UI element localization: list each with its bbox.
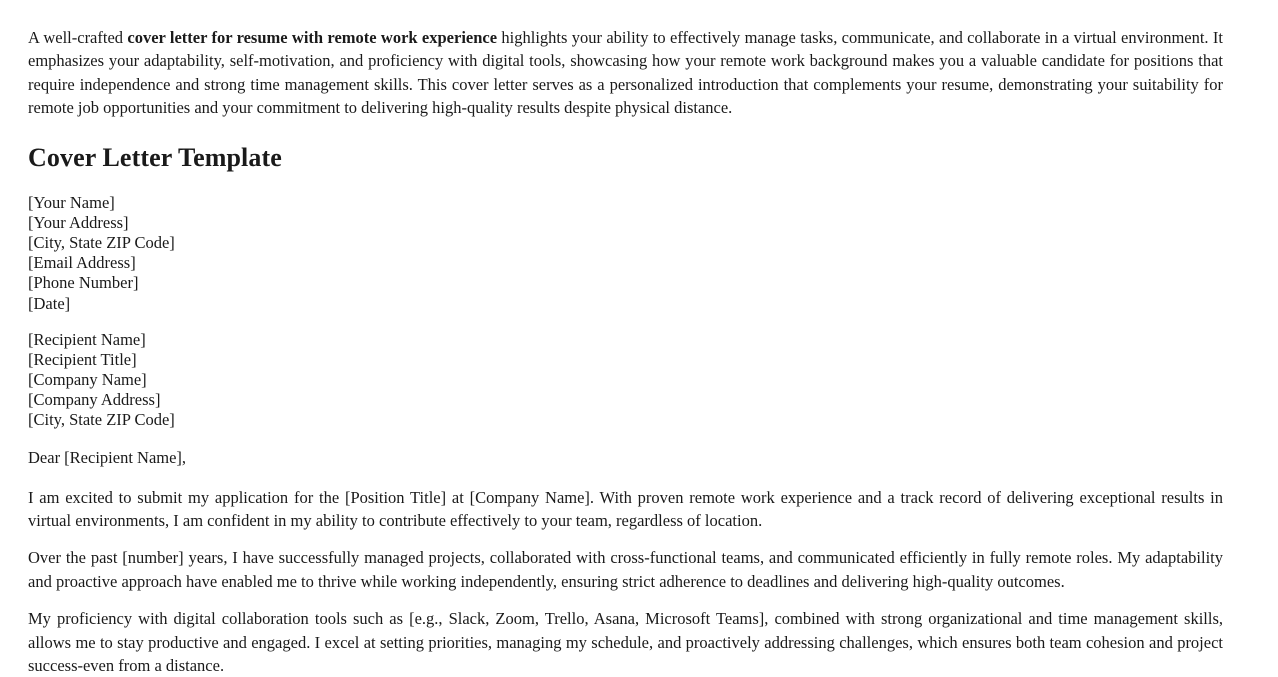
sender-line: [City, State ZIP Code] (28, 233, 175, 253)
body-paragraph-2: Over the past [number] years, I have successfully managed projects, collaborated with cross-functional teams, and communicated efficiently in fully remote roles. My adaptability and proactive approach have enabled me to thrive while working independently, ensuring strict adherence to deadlines and delivering high-quality outcomes. (28, 548, 1223, 591)
page-title: Cover Letter Template (28, 142, 282, 172)
salutation: Dear [Recipient Name], (28, 448, 187, 468)
sender-line: [Phone Number] (28, 273, 139, 293)
intro-keyphrase: cover letter for resume with remote work experience (127, 28, 498, 47)
intro-text-before: A well-crafted (28, 28, 128, 47)
sender-line: [Your Name] (28, 192, 115, 212)
recipient-line: [Company Name] (28, 370, 147, 389)
intro-text-after: highlights your ability to effectively manage tasks, communicate, and collaborate in a virtual environment. It emphasizes your adaptability, self-motivation, and proficiency with digital tools, showcasing how your remote work background makes you a valuable candidate for positions that require independence and strong time management skills. This cover letter serves as a personalized introduction that complements your resume, demonstrating your suitability for remote job opportunities and your commitment to delivering high-quality results despite physical distance. (28, 28, 1223, 118)
sender-line: [Your Address] (28, 213, 129, 233)
sender-address-block (28, 193, 1250, 314)
recipient-line: [Recipient Title] (28, 349, 137, 369)
recipient-line: [City, State ZIP Code] (28, 410, 175, 430)
sender-line: [Email Address] (28, 253, 136, 273)
recipient-line: [Company Address] (28, 390, 161, 410)
recipient-line: [Recipient Name] (28, 329, 146, 349)
sender-line: [Date] (28, 293, 71, 313)
body-paragraph-1: I am excited to submit my application for the [Position Title] at [Company Name]. With proven remote work experience and a track record of delivering exceptional results in virtual environments, I am confident in my ability to contribute effectively to your team, regardless of location. (28, 487, 1223, 530)
recipient-address-block (28, 330, 1250, 431)
body-paragraph-3: My proficiency with digital collaboration tools such as [e.g., Slack, Zoom, Trello, Asana, Microsoft Teams], combined with strong organizational and time management skills, allows me to stay productive and engaged. I excel at setting priorities, managing my schedule, and proactively addressing challenges, which ensures both team cohesion and project success-even from a distance. (28, 609, 1223, 676)
intro-paragraph (28, 26, 1223, 120)
